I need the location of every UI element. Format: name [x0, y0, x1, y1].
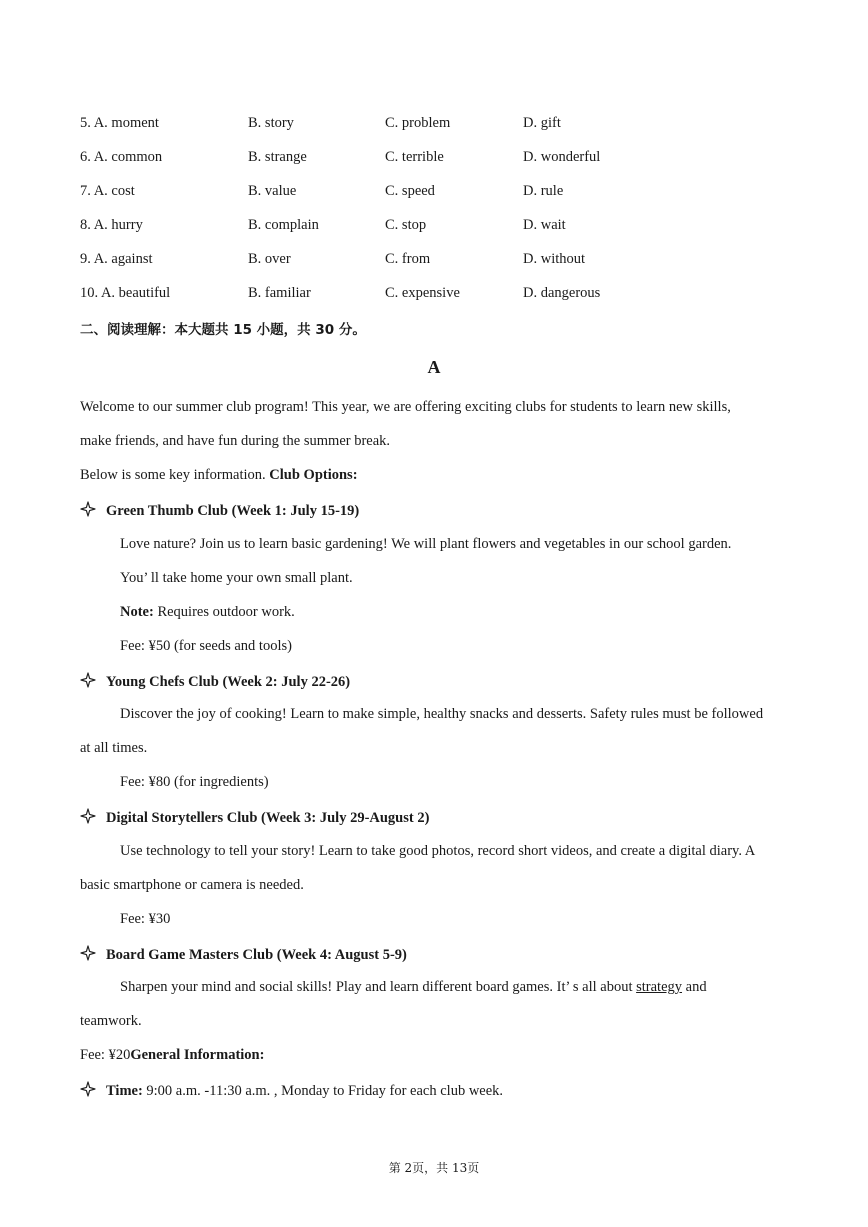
four-point-star-outline-icon — [80, 672, 96, 688]
club-fee: Fee: ¥30 — [120, 911, 171, 927]
club-description: teamwork. — [80, 1013, 142, 1029]
option-row — [80, 217, 720, 237]
club-title: Green Thumb Club (Week 1: July 15-19) — [106, 503, 360, 519]
desc-text: and — [682, 979, 707, 995]
club-title: Board Game Masters Club (Week 4: August 5-9) — [106, 947, 407, 963]
club-title: Young Chefs Club (Week 2: July 22-26) — [106, 674, 351, 690]
time-info — [80, 1081, 503, 1100]
intro-text: Below is some key information. — [80, 467, 270, 483]
option-d: D. wonderful — [523, 149, 601, 165]
intro-line — [80, 467, 358, 484]
option-c: C. expensive — [385, 285, 460, 301]
club-fee: Fee: ¥50 (for seeds and tools) — [120, 638, 292, 654]
club-heading — [80, 808, 429, 827]
option-d: D. without — [523, 251, 586, 267]
option-row — [80, 251, 720, 271]
option-b: B. familiar — [248, 285, 311, 301]
club-heading — [80, 672, 350, 691]
club-note — [120, 604, 295, 621]
option-d: D. rule — [523, 183, 564, 199]
option-a: 10. A. beautiful — [80, 285, 171, 301]
option-a: 7. A. cost — [80, 183, 135, 199]
option-c: C. speed — [385, 183, 435, 199]
note-text: Requires outdoor work. — [153, 604, 295, 620]
four-point-star-outline-icon — [80, 808, 96, 824]
club-description: Discover the joy of cooking! Learn to make simple, healthy snacks and desserts. Safety rules must be followed — [120, 706, 764, 722]
passage-title: A — [427, 357, 441, 377]
option-d: D. dangerous — [523, 285, 601, 301]
club-description — [120, 979, 707, 996]
club-description: Use technology to tell your story! Learn to take good photos, record short videos, and create a digital diary. A — [120, 843, 756, 859]
option-b: B. complain — [248, 217, 319, 233]
option-a: 5. A. moment — [80, 115, 159, 131]
general-info-heading: General Information: — [130, 1047, 265, 1063]
option-b: B. strange — [248, 149, 307, 165]
section-heading: 二、阅读理解：本大题共 15 小题，共 30 分。 — [80, 322, 366, 338]
club-description: at all times. — [80, 740, 148, 756]
option-row — [80, 115, 720, 135]
option-b: B. value — [248, 183, 297, 199]
club-options-heading: Club Options: — [269, 467, 358, 483]
option-d: D. wait — [523, 217, 566, 233]
club-fee: Fee: ¥80 (for ingredients) — [120, 774, 269, 790]
club-heading — [80, 945, 407, 964]
club-heading — [80, 501, 359, 520]
note-label: Note: — [120, 604, 154, 620]
option-b: B. over — [248, 251, 291, 267]
desc-text: Sharpen your mind and social skills! Play and learn different board games. It’ s all about — [120, 979, 637, 995]
four-point-star-outline-icon — [80, 501, 96, 517]
club-title: Digital Storytellers Club (Week 3: July 29-August 2) — [106, 810, 430, 826]
four-point-star-outline-icon — [80, 1081, 96, 1097]
page-number: 第 2页，共 13页 — [388, 1161, 480, 1175]
option-c: C. from — [385, 251, 431, 267]
option-a: 8. A. hurry — [80, 217, 143, 233]
time-label: Time: — [106, 1083, 143, 1099]
club-fee: Fee: ¥20 — [80, 1047, 131, 1063]
option-row — [80, 183, 720, 203]
underlined-word: strategy — [636, 979, 683, 995]
time-text: 9:00 a.m. -11:30 a.m. , Monday to Friday for each club week. — [142, 1083, 504, 1099]
option-d: D. gift — [523, 115, 561, 131]
option-b: B. story — [248, 115, 294, 131]
option-row — [80, 149, 720, 169]
option-c: C. problem — [385, 115, 451, 131]
option-row — [80, 285, 720, 305]
club-description: You’ ll take home your own small plant. — [120, 570, 353, 586]
option-c: C. terrible — [385, 149, 444, 165]
intro-line: Welcome to our summer club program! This year, we are offering exciting clubs for students to learn new skills, — [80, 399, 731, 415]
club-description: Love nature? Join us to learn basic gardening! We will plant flowers and vegetables in our school garden. — [120, 536, 732, 552]
club-description: basic smartphone or camera is needed. — [80, 877, 304, 893]
four-point-star-outline-icon — [80, 945, 96, 961]
option-a: 6. A. common — [80, 149, 163, 165]
intro-line: make friends, and have fun during the summer break. — [80, 433, 391, 449]
option-a: 9. A. against — [80, 251, 153, 267]
option-c: C. stop — [385, 217, 427, 233]
club-fee-line — [80, 1047, 264, 1064]
